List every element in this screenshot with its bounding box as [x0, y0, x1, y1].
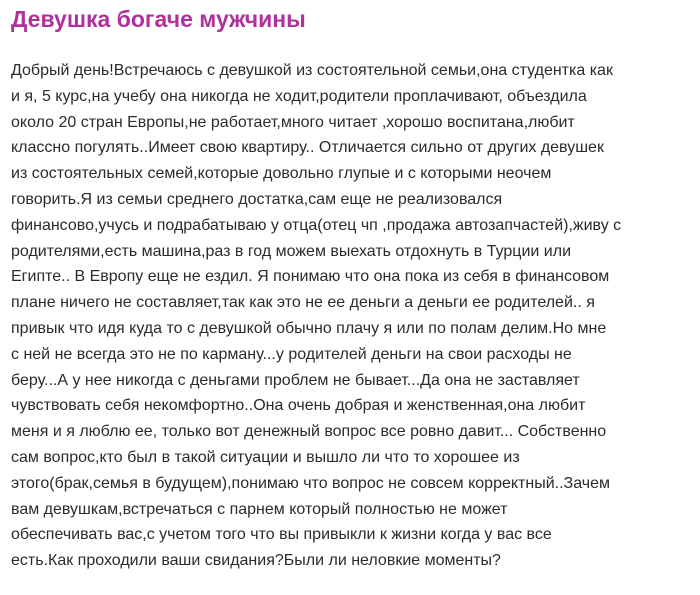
- post-body-line: Египте.. В Европу еще не ездил. Я понимаю что она пока из себя в финансовом: [11, 268, 610, 286]
- post-body-line: привык что идя куда то с девушкой обычно плачу я или по полам делим.Но мне: [11, 319, 607, 337]
- post-body-line: чувствовать себя некомфортно..Она очень добрая и женственная,она любит: [11, 397, 586, 415]
- post-body-line: говорить.Я из семьи среднего достатка,сам еще не реализовался: [11, 190, 503, 208]
- post-body-line: вам девушкам,встречаться с парнем который полностью не может: [11, 500, 508, 518]
- post-body-line: обеспечивать вас,с учетом того что вы привыкли к жизни когда у вас все: [11, 526, 552, 544]
- post-body-line: и я, 5 курс,на учебу она никогда не ходит,родители проплачивают, объездила: [11, 87, 587, 105]
- post-title: Девушка богаче мужчины: [11, 6, 306, 32]
- post-body-line: классно погулять..Имеет свою квартиру.. Отличается сильно от других девушек: [11, 139, 604, 157]
- post-body-line: Добрый день!Встречаюсь с девушкой из состоятельной семьи,она студентка как: [11, 62, 613, 79]
- post-body-line: этого(брак,семья в будущем),понимаю что вопрос не совсем корректный..Зачем: [11, 474, 610, 492]
- post-body-line: из состоятельных семей,которые довольно глупые и с которыми неочем: [11, 165, 552, 183]
- post-body-line: финансово,учусь и подрабатываю у отца(отец чп ,продажа автозапчастей),живу с: [11, 216, 622, 234]
- post-body-line: родителями,есть машина,раз в год можем выехать отдохнуть в Турции или: [11, 242, 571, 260]
- post-body: [11, 58, 686, 574]
- post-body-line: сам вопрос,кто был в такой ситуации и вышло ли что то хорошее из: [11, 448, 520, 466]
- post-body-line: около 20 стран Европы,не работает,много читает ,хорошо воспитана,любит: [11, 113, 575, 131]
- post-body-line: есть.Как проходили ваши свидания?Были ли неловкие моменты?: [11, 552, 501, 570]
- post-body-line: беру...А у нее никогда с деньгами проблем не бывает...Да она не заставляет: [11, 371, 580, 389]
- post-body-line: с ней не всегда это не по карману...у родителей деньги на свои расходы не: [11, 345, 572, 363]
- post-body-line: меня и я люблю ее, только вот денежный вопрос все ровно давит... Собственно: [11, 423, 607, 441]
- post-body-line: плане ничего не составляет,так как это не ее деньги а деньги ее родителей.. я: [11, 294, 595, 312]
